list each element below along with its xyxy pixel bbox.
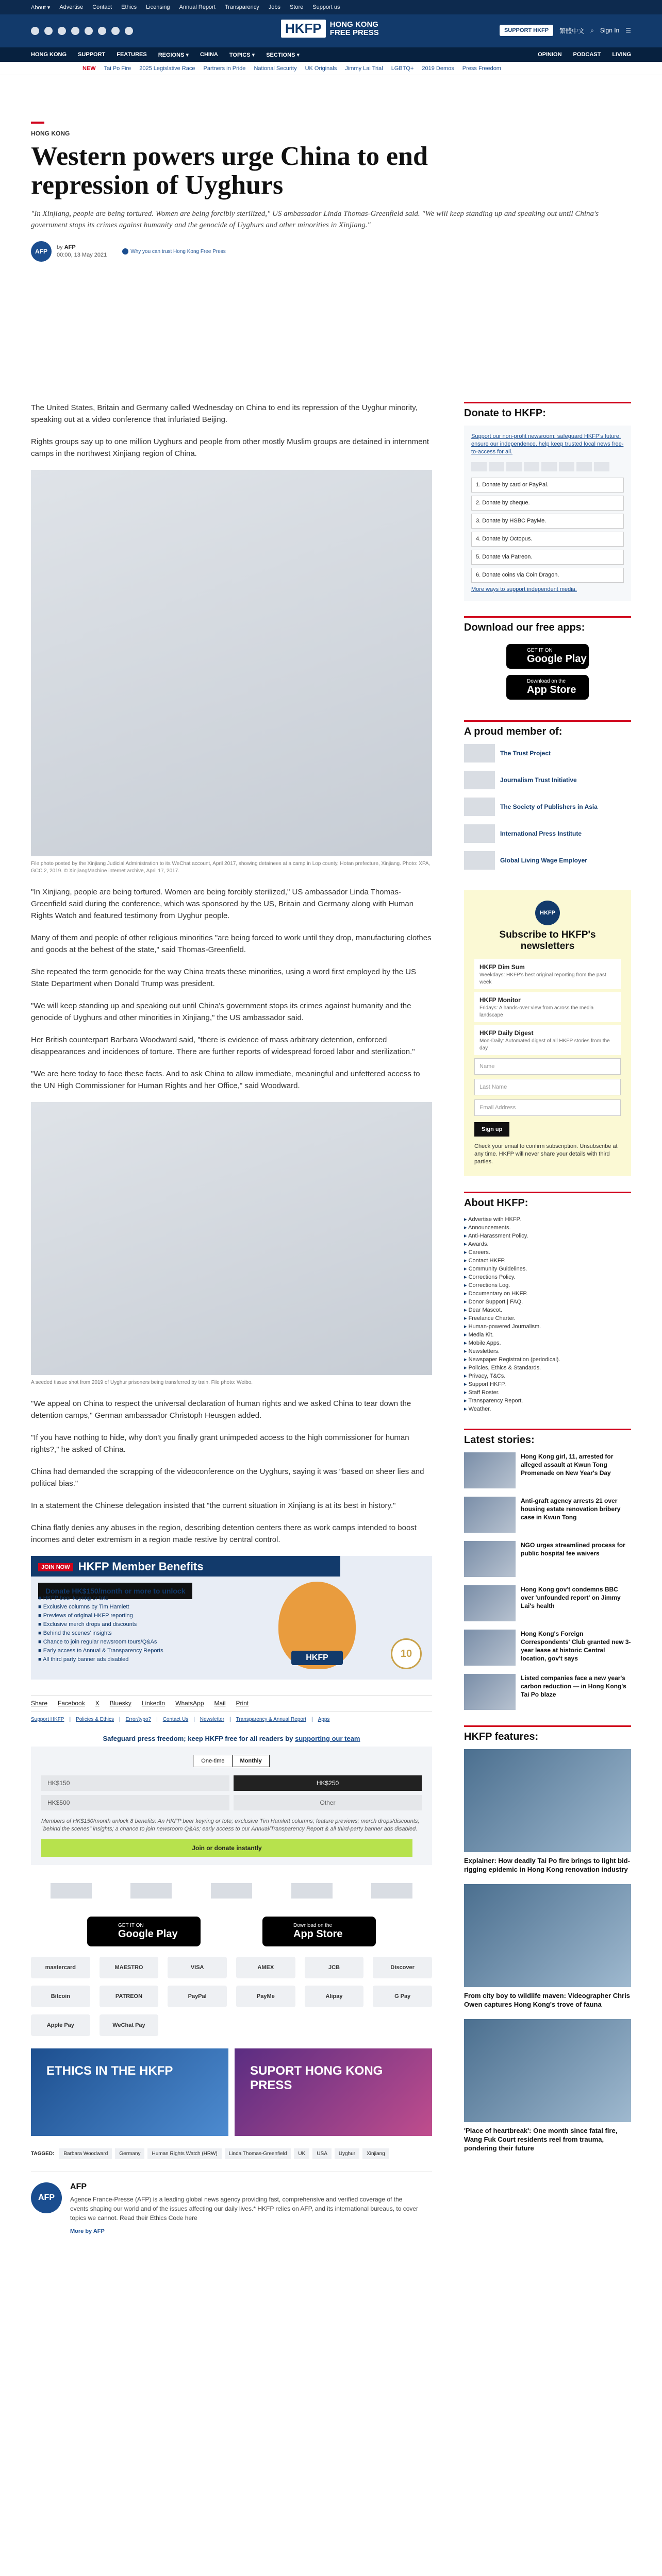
story-title: Hong Kong gov't condemns BBC over 'unfounded report' on Jimmy Lai's health [521,1586,621,1609]
card-logo [489,462,504,471]
nav-item[interactable]: OPINION [538,52,562,58]
about-link[interactable]: ▸ Privacy, T&Cs. [464,1372,631,1380]
top-link[interactable]: Licensing [146,4,170,10]
about-link[interactable]: ▸ Corrections Policy. [464,1273,631,1281]
about-link[interactable]: ▸ Mobile Apps. [464,1339,631,1347]
latest-story[interactable] [464,1585,631,1621]
policy-link[interactable]: Error/typo? [125,1717,152,1722]
tag[interactable]: Human Rights Watch (HRW) [147,2148,221,2159]
policy-link[interactable]: Transparency & Annual Report [236,1717,307,1722]
newsletter-note: Check your email to confirm subscription. Unsubscribe at any time. HKFP will never share your details with third parties. [474,1143,618,1165]
trending-link[interactable]: UK Originals [305,65,337,72]
email-field[interactable]: Email Address [474,1099,621,1116]
nav-item[interactable]: TOPICS ▾ [229,52,255,58]
about-link[interactable]: ▸ Announcements. [464,1224,631,1232]
about-link[interactable]: ▸ Awards. [464,1240,631,1248]
paragraph: Many of them and people of other religious minorities "are being forced to work until they drop, manufacturing clothes and goods at the behest of the state," said Thomas-Greenfield. [31,934,432,954]
nav-item[interactable]: SECTIONS ▾ [266,52,300,58]
support-button[interactable]: SUPPORT HKFP [500,25,553,36]
share-facebook[interactable]: Facebook [58,1700,85,1707]
sidebar-heading: Donate to HKFP: [464,402,631,419]
about-link[interactable]: ▸ Anti-Harassment Policy. [464,1232,631,1240]
benefit-item: ■ Exclusive columns by Tim Hamlett [38,1603,163,1612]
first-name-field[interactable]: Name [474,1058,621,1075]
banner-heading: HKFP Member Benefits [78,1560,204,1573]
latest-story[interactable] [464,1497,631,1533]
trending-bar [0,62,662,75]
sign-in-link[interactable]: Sign In [600,27,620,34]
badge-small-text: Download on the [293,1923,333,1928]
menu-icon[interactable]: ☰ [625,27,631,34]
paragraph: In a statement the Chinese delegation insisted that "the current situation in Xinjiang is at its best in history." [31,1501,396,1510]
latest-story[interactable] [464,1452,631,1488]
strip-text: Safeguard press freedom; keep HKFP free for all readers by [103,1735,293,1742]
trending-link[interactable]: Partners in Pride [203,65,246,72]
paragraph: The United States, Britain and Germany called Wednesday on China to end its repression of the Uyghur minority, speaking out at a video conference that infuriated Beijing. [31,403,418,424]
newsletter-option[interactable] [474,959,621,989]
about-link[interactable]: ▸ Advertise with HKFP. [464,1215,631,1224]
about-link[interactable]: ▸ Support HKFP. [464,1380,631,1388]
linkedin-icon[interactable] [98,27,106,35]
nav-item[interactable]: FEATURES [117,52,147,58]
threads-icon[interactable] [71,27,79,35]
badge-store-name: Google Play [118,1928,178,1940]
latest-story[interactable] [464,1674,631,1710]
mascot-illustration [278,1582,356,1669]
badge-store-name: App Store [293,1928,343,1940]
donation-strip [31,1731,432,1747]
latest-story[interactable] [464,1630,631,1666]
about-link[interactable]: ▸ Staff Roster. [464,1388,631,1397]
share-print[interactable]: Print [236,1700,249,1707]
membership-item[interactable] [464,771,631,789]
app-store-button[interactable] [262,1917,376,1946]
membership-item[interactable] [464,798,631,816]
trending-link[interactable]: Press Freedom [462,65,501,72]
membership-item[interactable] [464,851,631,870]
payment-logo[interactable]: mastercard [31,1957,90,1978]
policy-link[interactable]: Contact Us [162,1717,189,1722]
membership-logo [464,824,495,843]
member-benefits-banner[interactable] [31,1556,432,1680]
article-title: Western powers urge China to end repression of Uyghurs [31,142,428,200]
publish-date: 00:00, 13 May 2021 [57,252,107,258]
about-link[interactable]: ▸ Donor Support | FAQ. [464,1298,631,1306]
nav-item[interactable]: PODCAST [573,52,601,58]
top-link[interactable]: Annual Report [179,4,216,10]
share-whatsapp[interactable]: WhatsApp [175,1700,204,1707]
payment-logo[interactable]: G Pay [373,1986,432,2007]
tag[interactable]: Germany [115,2148,144,2159]
benefit-item: ■ Early access to Annual & Transparency Reports [38,1647,163,1655]
author-logo[interactable]: AFP [31,2182,62,2213]
accent-bar [31,122,44,124]
membership-name: Journalism Trust Initiative [500,776,577,784]
feature-story[interactable] [464,1884,631,2009]
sidebar-heading: A proud member of: [464,720,631,738]
banner-title [31,1556,340,1577]
membership-logo [464,744,495,762]
trending-label: NEW [82,65,96,72]
newsletter-option[interactable] [474,1025,621,1055]
sopa-logo[interactable] [211,1883,252,1899]
about-link[interactable]: ▸ Freelance Charter. [464,1314,631,1323]
language-link[interactable]: 繁體中文 [559,27,585,35]
payment-logo[interactable]: JCB [305,1957,364,1978]
policy-link[interactable]: Support HKFP [31,1717,64,1722]
tag[interactable]: Uyghur [335,2148,359,2159]
logo-line: FREE PRESS [329,28,379,37]
policy-link[interactable]: Apps [318,1717,330,1722]
youtube-icon[interactable] [85,27,93,35]
card-logo [471,462,487,471]
mastodon-icon[interactable] [125,27,133,35]
trust-project-logo[interactable] [51,1883,92,1899]
story-title: NGO urges streamlined process for public hospital fee waivers [521,1541,625,1557]
trust-link-label: Why you can trust Hong Kong Free Press [130,248,226,255]
tag[interactable]: Linda Thomas-Greenfield [225,2148,291,2159]
option-title: HKFP Monitor [479,996,521,1004]
share-label: Share [31,1700,48,1707]
donate-option[interactable]: 6. Donate coins via Coin Dragon. [471,568,624,583]
feature-story[interactable] [464,2019,631,2153]
badge-store-name: App Store [527,684,576,696]
option-desc: Fridays: A hands-over view from across the media landscape [479,1005,594,1018]
membership-logo [464,851,495,870]
anniversary-badge: 10 [391,1638,422,1669]
about-link[interactable]: ▸ Transparency Report. [464,1397,631,1405]
info-icon [122,248,128,255]
support-promo[interactable]: SUPORT HONG KONG PRESS [235,2048,432,2136]
story-title: Listed companies face a new year's carbon reduction — in Hong Kong's Tai Po blaze [521,1674,626,1698]
share-linkedin[interactable]: LinkedIn [141,1700,166,1707]
about-link[interactable]: ▸ Community Guidelines. [464,1265,631,1273]
payment-logo[interactable]: Discover [373,1957,432,1978]
membership-name: The Society of Publishers in Asia [500,803,598,810]
about-links [464,1215,631,1413]
trending-link[interactable]: Jimmy Lai Trial [345,65,383,72]
amount-option-selected[interactable]: HK$250 [234,1775,422,1791]
payment-logo[interactable]: AMEX [236,1957,295,1978]
payment-logo[interactable]: PATREON [100,1986,159,2007]
social-links [31,27,133,35]
member-logos [31,1875,432,1906]
banner-subtitle: Donate HK$150/month or more to unlock [38,1583,192,1599]
amount-option[interactable]: HK$150 [41,1775,229,1791]
header-actions [500,25,631,36]
card-logos [471,462,624,471]
story-title: Hong Kong girl, 11, arrested for alleged assault at Kwun Tong Promenade on New Year's Day [521,1453,614,1477]
ipi-logo[interactable] [291,1883,333,1899]
donate-option[interactable]: 4. Donate by Octopus. [471,532,624,547]
byline [31,241,631,262]
newsletter-option[interactable] [474,992,621,1022]
donation-description: Members of HK$150/month unlock 8 benefits: An HKFP beer keyring or tote; exclusive Tim Hamlett columns; feature previews; merch drops/discounts; "behind the scenes" insights; a chance to join newsroom Q&As; early access to our Annual/Transparency Report & all third-party banner ads disabled. [41,1818,420,1832]
card-logo [541,462,557,471]
story-title: Anti-graft agency arrests 21 over housing estate renovation bribery case in Kwun Tong [521,1497,621,1521]
app-store-button[interactable] [506,675,589,700]
author-info [70,2182,421,2236]
paragraph: China had demanded the scrapping of the videoconference on the Uyghurs, saying it was "based on sheer lies and political bias." [31,1467,424,1488]
story-thumbnail [464,1585,516,1621]
feature-title: Explainer: How deadly Tai Po fire brings to light bid-rigging epidemic in Hong Kong renovation industry [464,1857,630,1873]
nav-item[interactable]: SUPPORT [78,52,106,58]
top-link[interactable]: Support us [312,4,340,10]
membership-logo [464,771,495,789]
option-title: HKFP Daily Digest [479,1029,534,1037]
author-box-name[interactable]: AFP [70,2182,87,2191]
paragraph: She repeated the term genocide for the way China treats these minorities, using a word first employed by the US State Department when Donald Trump was president. [31,968,417,988]
card-logo [576,462,592,471]
paragraph: "In Xinjiang, people are being tortured. Women are being forcibly sterilized," US ambassador Linda Thomas-Greenfield said during the conference, which was sponsored by the US, Britain and Germany along with Human Rights Watch and featured testimony from Uyghur people. [31,888,414,920]
policy-link[interactable]: Policies & Ethics [76,1717,114,1722]
payment-logo[interactable]: WeChat Pay [100,2014,159,2036]
rss-icon[interactable] [111,27,120,35]
about-link[interactable]: ▸ Policies, Ethics & Standards. [464,1364,631,1372]
amount-option[interactable]: HK$500 [41,1795,229,1810]
donate-box [464,426,631,601]
more-by-author-link[interactable]: More by AFP [70,2228,105,2234]
nav-item[interactable]: LIVING [612,52,631,58]
membership-item[interactable] [464,744,631,762]
top-link[interactable]: Transparency [224,4,259,10]
ethics-promo[interactable]: ETHICS IN THE HKFP [31,2048,228,2136]
article-photo [31,470,432,856]
trending-link[interactable]: LGBTQ+ [391,65,414,72]
membership-name: Global Living Wage Employer [500,857,587,864]
story-thumbnail [464,1452,516,1488]
feature-story[interactable] [464,1749,631,1874]
signup-button[interactable]: Sign up [474,1122,509,1137]
membership-name: International Press Institute [500,830,582,837]
sidebar [464,402,631,2163]
top-link[interactable]: Ethics [121,4,137,10]
trending-link[interactable]: 2025 Legislative Race [139,65,195,72]
benefit-item: ■ HKFP beer keyring or tote [38,1594,163,1603]
tag[interactable]: USA [312,2148,332,2159]
membership-logo [464,798,495,816]
tag[interactable]: Barbara Woodward [59,2148,112,2159]
top-link[interactable]: Advertise [59,4,84,10]
about-link[interactable]: ▸ Dear Mascot. [464,1306,631,1314]
option-desc: Weekdays: HKFP's best original reporting from the past week [479,972,606,985]
top-link[interactable]: Contact [92,4,112,10]
payment-logo[interactable]: PayPal [168,1986,227,2007]
more-ways-link[interactable]: More ways to support independent media. [471,586,577,592]
x-icon[interactable] [44,27,53,35]
author-name[interactable]: AFP [64,244,76,250]
author-bio: Agence France-Presse (AFP) is a leading global news agency providing fast, comprehensive and verified coverage of the events shaping our world and of the issues affecting our daily lives.* HKFP relies on AFP, and its international bureaus, to cover topics we cannot. Read their Ethics Code here [70,2196,419,2222]
app-downloads [31,1917,432,1946]
google-play-button[interactable] [506,644,589,669]
frequency-toggle [41,1755,422,1767]
article-lede: "In Xinjiang, people are being tortured. Women are being forcibly sterilized," US ambassador Linda Thomas-Greenfield said. "We will keep standing up and speaking out until China's government stops its crimes against humanity and the genocide of Uyghurs and other minorities in Xinjiang." [31,210,599,229]
donate-intro[interactable]: Support our non-profit newsroom: safeguard HKFP's future, ensure our independence, help keep trusted local news free-to-access for all. [471,433,624,455]
trending-link[interactable]: National Security [254,65,297,72]
trending-link[interactable]: Tai Po Fire [104,65,131,72]
join-donate-button[interactable]: Join or donate instantly [41,1839,412,1857]
top-link[interactable]: About ▾ [31,4,51,11]
tag-list [31,2148,432,2159]
donate-option[interactable]: 3. Donate by HSBC PayMe. [471,514,624,529]
one-time-option[interactable]: One-time [193,1755,232,1767]
payment-logo[interactable]: VISA [168,1957,227,1978]
author-avatar[interactable]: AFP [31,241,52,262]
badge-small-text: GET IT ON [527,648,553,653]
mascot-label: HKFP [291,1651,343,1665]
sidebar-heading: Latest stories: [464,1429,631,1446]
about-link[interactable]: ▸ Weather. [464,1405,631,1413]
sidebar-heading: Download our free apps: [464,616,631,634]
amount-options [41,1775,422,1810]
article-header [31,122,631,262]
paragraph: Rights groups say up to one million Uyghurs and people from other mostly Muslim groups are detained in internment camps in the northwest Xinjiang region of China. [31,437,429,458]
card-logo [524,462,539,471]
donation-widget [31,1731,432,1865]
monthly-option[interactable]: Monthly [233,1755,270,1767]
trending-link[interactable]: 2019 Demos [422,65,454,72]
story-thumbnail [464,1674,516,1710]
paragraph: "We appeal on China to respect the universal declaration of human rights and we asked China to tear down the detention camps," German ambassador Christoph Heusgen added. [31,1399,411,1420]
benefit-item: ■ Exclusive merch drops and discounts [38,1620,163,1629]
about-link[interactable]: ▸ Documentary on HKFP. [464,1290,631,1298]
main-nav [0,47,662,62]
membership-item[interactable] [464,824,631,843]
membership-name: The Trust Project [500,750,551,757]
paragraph: Her British counterpart Barbara Woodward said, "there is evidence of mass arbitrary detention, enforced disappearances and incidences of torture. There are further reports of widespread forced labor and sterilization." [31,1036,415,1056]
site-header [0,14,662,47]
paragraph: China flatly denies any abuses in the region, describing detention centers there as work camps intended to boost incomes and deter extremism in a region made restive by central control. [31,1523,417,1544]
site-logo[interactable] [281,20,379,38]
byline-meta: by AFP 00:00, 13 May 2021 [57,244,107,258]
top-link[interactable]: Jobs [268,4,280,10]
top-link[interactable]: Store [289,4,304,10]
paragraph: "We are here today to face these facts. And to ask China to allow immediate, meaningful and unfettered access to the UN High Commissioner for Human Rights and her Office," said Woodward. [31,1070,420,1090]
story-thumbnail [464,1541,516,1577]
about-link[interactable]: ▸ Media Kit. [464,1331,631,1339]
about-link[interactable]: ▸ Careers. [464,1248,631,1257]
share-bluesky[interactable]: Bluesky [109,1700,131,1707]
donate-option[interactable]: 5. Donate via Patreon. [471,550,624,565]
newsletter-signup [464,890,631,1176]
payment-logo[interactable]: Alipay [305,1986,364,2007]
membership-list [464,744,631,870]
facebook-icon[interactable] [31,27,39,35]
about-link[interactable]: ▸ Newspaper Registration (periodical). [464,1355,631,1364]
tags-label: TAGGED: [31,2151,55,2157]
donate-option[interactable]: 1. Donate by card or PayPal. [471,478,624,493]
tag[interactable]: Xinjiang [362,2148,389,2159]
article-photo [31,1102,432,1375]
share-bar [31,1695,432,1711]
category-kicker[interactable]: HONG KONG [31,130,70,137]
tag[interactable]: UK [294,2148,309,2159]
benefit-item: ■ Behind the scenes' insights [38,1629,163,1638]
support-team-link[interactable]: supporting our team [295,1735,360,1742]
benefit-item: ■ Previews of original HKFP reporting [38,1612,163,1620]
photo-caption: File photo posted by the Xinjiang Judicial Administration to its WeChat account, April 2017, showing detainees at a camp in Lop county, Hotan prefecture, Xinjiang. Photo: XPA, GCC 2, 2019. © XinjiangMachine internet archive, April 17, 2017. [31,861,431,874]
newsletter-icon: HKFP [535,901,560,925]
option-desc: Mon-Daily: Automated digest of all HKFP stories from the day [479,1038,610,1051]
payment-logo[interactable]: MAESTRO [100,1957,159,1978]
about-link[interactable]: ▸ Newsletters. [464,1347,631,1355]
top-utility-bar [0,0,662,14]
option-title: HKFP Dim Sum [479,963,525,971]
google-play-button[interactable] [87,1917,201,1946]
jti-logo[interactable] [130,1883,172,1899]
feature-title: From city boy to wildlife maven: Videographer Chris Owen captures Hong Kong's trove of fauna [464,1992,630,2008]
nav-item[interactable]: HONG KONG [31,52,67,58]
benefits-list [38,1594,163,1664]
logo-text [330,21,379,37]
payment-logo[interactable]: PayMe [236,1986,295,2007]
share-x[interactable]: X [95,1700,100,1707]
join-badge: JOIN NOW [38,1563,73,1571]
benefit-item: ■ All third party banner ads disabled [38,1655,163,1664]
payment-methods [31,1957,432,2036]
newsletter-heading: Subscribe to HKFP's newsletters [499,929,596,952]
trust-link[interactable] [122,248,226,255]
feature-image [464,2019,631,2122]
author-box [31,2172,432,2236]
latest-story[interactable] [464,1541,631,1577]
about-link[interactable]: ▸ Contact HKFP. [464,1257,631,1265]
card-logo [506,462,522,471]
living-wage-logo[interactable] [371,1883,412,1899]
logo-mark: HKFP [281,20,326,38]
promo-banners [31,2048,432,2136]
badge-small-text: GET IT ON [118,1923,144,1928]
sidebar-heading: HKFP features: [464,1725,631,1743]
policy-links: Support HKFP | Policies & Ethics | Error/typo? | Contact Us | Newsletter | Transparency & Annual Report | Apps [31,1717,330,1722]
article-body [31,402,432,2236]
last-name-field[interactable]: Last Name [474,1079,621,1095]
benefit-item: ■ Chance to join regular newsroom tours/Q&As [38,1638,163,1647]
story-thumbnail [464,1630,516,1666]
badge-store-name: Google Play [527,653,587,665]
payment-logo[interactable]: Apple Pay [31,2014,90,2036]
logo-line: HONG KONG [329,20,378,29]
feature-image [464,1884,631,1987]
feature-image [464,1749,631,1852]
sidebar-heading: About HKFP: [464,1192,631,1209]
nav-item[interactable]: REGIONS ▾ [158,52,189,58]
share-mail[interactable]: Mail [214,1700,226,1707]
feature-title: 'Place of heartbreak': One month since fatal fire, Wang Fuk Court residents reel from trauma, pondering their future [464,2127,618,2152]
about-link[interactable]: ▸ Human-powered Journalism. [464,1323,631,1331]
sidebar-apps [464,644,631,700]
badge-small-text: Download on the [527,679,566,684]
instagram-icon[interactable] [58,27,66,35]
story-title: Hong Kong's Foreign Correspondents' Club granted new 3-year lease at historic Central location, gov't says [521,1630,631,1662]
policy-link[interactable]: Newsletter [200,1717,225,1722]
story-thumbnail [464,1497,516,1533]
photo-caption: A seeded tissue shot from 2019 of Uyghur prisoners being transferred by train. File photo: Weibo. [31,1380,253,1385]
card-logo [594,462,609,471]
paragraph: "If you have nothing to hide, why don't you finally grant unimpeded access to the high commissioner for human rights?," he asked of China. [31,1433,409,1454]
about-link[interactable]: ▸ Corrections Log. [464,1281,631,1290]
payment-logo[interactable]: Bitcoin [31,1986,90,2007]
donate-option[interactable]: 2. Donate by cheque. [471,496,624,511]
nav-item[interactable]: CHINA [200,52,218,58]
search-icon[interactable]: ⌕ [590,26,594,34]
card-logo [559,462,574,471]
amount-option-other[interactable]: Other [234,1795,422,1810]
paragraph: "We will keep standing up and speaking out until China's government stops its crimes against humanity and the genocide of Uyghurs and other minorities in Xinjiang," the US ambassador said. [31,1002,411,1022]
